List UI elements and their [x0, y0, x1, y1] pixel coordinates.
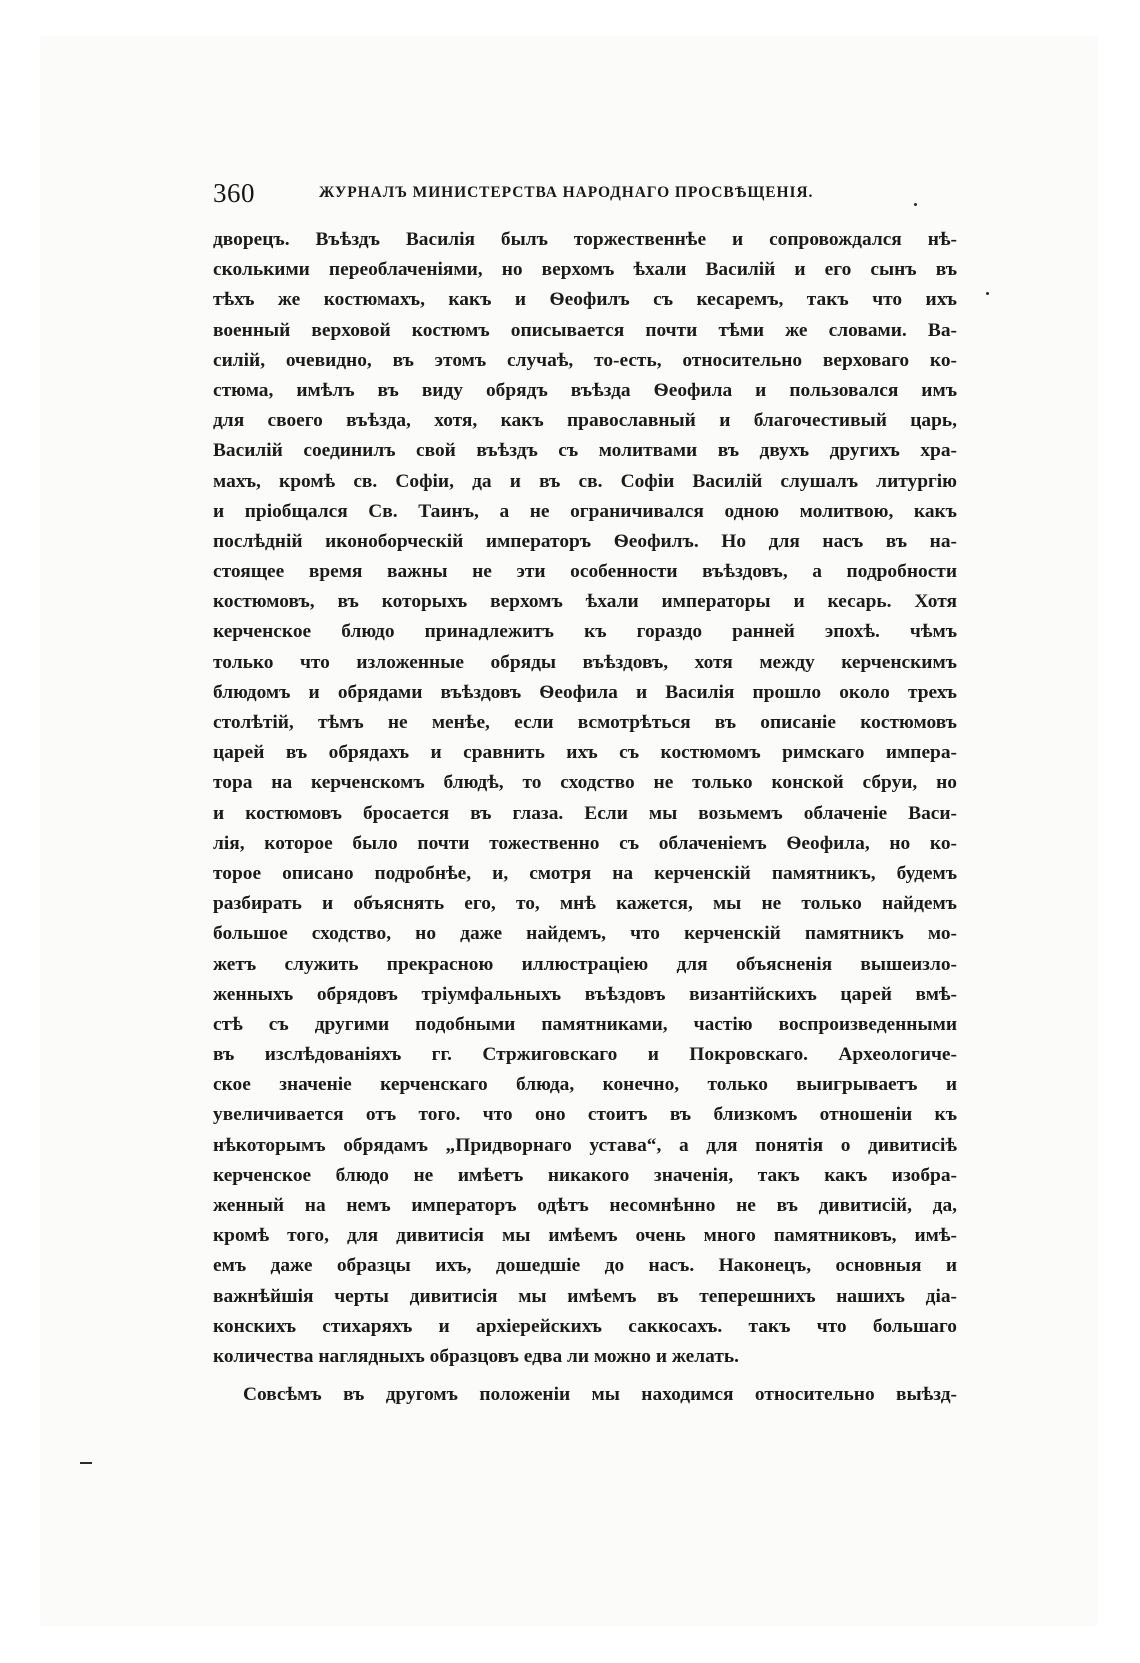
text-line: царей въ обрядахъ и сравнить ихъ съ костюмомъ римскаго импера- [213, 742, 957, 764]
text-line: для своего въѣзда, хотя, какъ православный и благочестивый царь, [213, 410, 957, 432]
text-line: блюдомъ и обрядами въѣздовъ Ѳеофила и Василія прошло около трехъ [213, 681, 957, 703]
text-line: конскихъ стихаряхъ и архіерейскихъ саккосахъ. такъ что большаго [213, 1315, 957, 1337]
ink-speck [986, 292, 989, 295]
ink-speck [914, 203, 917, 206]
text-line: махъ, кромѣ св. Софіи, да и въ св. Софіи Василій слушалъ литургію [213, 470, 957, 492]
margin-mark [80, 1462, 92, 1464]
text-line: въ изслѣдованіяхъ гг. Стржиговскаго и Покровскаго. Археологиче- [213, 1044, 957, 1066]
paragraph-end-line: количества наглядныхъ образцовъ едва ли можно и желать. [213, 1345, 739, 1367]
text-line: важнѣйшія черты дивитисія мы имѣемъ въ теперешнихъ нашихъ діа- [213, 1285, 957, 1307]
text-line: костюмовъ, въ которыхъ верхомъ ѣхали императоры и кесарь. Хотя [213, 591, 957, 613]
text-line: емъ даже образцы ихъ, дошедшіе до насъ. Наконецъ, основныя и [213, 1255, 957, 1277]
text-line: и пріобщался Св. Таинъ, а не ограничивался одною молитвою, какъ [213, 500, 957, 522]
text-line: сколькими переоблаченіями, но верхомъ ѣхали Василій и его сынъ въ [213, 259, 957, 281]
running-head [213, 176, 953, 210]
text-line: силій, очевидно, въ этомъ случаѣ, то-есть, относительно верховаго ко- [213, 349, 957, 371]
journal-title: ЖУРНАЛЪ МИНИСТЕРСТВА НАРОДНАГО ПРОСВѢЩЕНІЯ. [319, 184, 814, 201]
text-line: тѣхъ же костюмахъ, какъ и Ѳеофилъ съ кесаремъ, такъ что ихъ [213, 289, 957, 311]
text-line: только что изложенные обряды въѣздовъ, хотя между керченскимъ [213, 651, 957, 673]
text-line: увеличивается отъ того. что оно стоитъ въ близкомъ отношеніи къ [213, 1104, 957, 1126]
text-line: военный верховой костюмъ описывается почти тѣми же словами. Ва- [213, 319, 957, 341]
text-line: послѣдній иконоборческій императоръ Ѳеофилъ. Но для насъ въ на- [213, 530, 957, 552]
text-line: и костюмовъ бросается въ глаза. Если мы возьмемъ облаченіе Васи- [213, 802, 957, 824]
text-line: керченское блюдо принадлежитъ къ гораздо ранней эпохѣ. чѣмъ [213, 621, 957, 643]
text-line: Василій соединилъ свой въѣздъ съ молитвами въ двухъ другихъ хра- [213, 440, 957, 462]
body-text [213, 225, 957, 1410]
text-line: тора на керченскомъ блюдѣ, то сходство не только конской сбруи, но [213, 772, 957, 794]
text-line: кромѣ того, для дивитисія мы имѣемъ очень много памятниковъ, имѣ- [213, 1225, 957, 1247]
text-line: ское значеніе керченскаго блюда, конечно, только выигрываетъ и [213, 1074, 957, 1096]
text-line: стѣ съ другими подобными памятниками, частію воспроизведенными [213, 1013, 957, 1035]
paragraph-start-line: Совсѣмъ въ другомъ положеніи мы находимся относительно выѣзд- [243, 1384, 957, 1406]
text-line: большое сходство, но даже найдемъ, что керченскій памятникъ мо- [213, 923, 957, 945]
text-line: разбирать и объяснять его, то, мнѣ кажется, мы не только найдемъ [213, 893, 957, 915]
text-line: женный на немъ императоръ одѣтъ несомнѣнно не въ дивитисій, да, [213, 1195, 957, 1216]
text-line: дворецъ. Въѣздъ Василія былъ торжественнѣе и сопровождался нѣ- [213, 229, 957, 250]
text-line: нѣкоторымъ обрядамъ „Придворнаго устава“, а для понятія о дивитисіѣ [213, 1134, 957, 1156]
text-line: стоящее время важны не эти особенности въѣздовъ, а подробности [213, 561, 957, 583]
text-line: женныхъ обрядовъ тріумфальныхъ въѣздовъ византійскихъ царей вмѣ- [213, 983, 957, 1005]
text-line: стюма, имѣлъ въ виду обрядъ въѣзда Ѳеофила и пользовался имъ [213, 379, 957, 401]
text-line: жетъ служить прекрасною иллюстраціею для объясненія вышеизло- [213, 953, 957, 975]
text-line: торое описано подробнѣе, и, смотря на керченскій памятникъ, будемъ [213, 862, 957, 884]
text-line: керченское блюдо не имѣетъ никакого значенія, такъ какъ изобра- [213, 1164, 957, 1186]
text-line: столѣтій, тѣмъ не менѣе, если всмотрѣться въ описаніе костюмовъ [213, 712, 957, 733]
page-number: 360 [213, 178, 255, 208]
text-line: лія, которое было почти тожественно съ облаченіемъ Ѳеофила, но ко- [213, 832, 957, 854]
